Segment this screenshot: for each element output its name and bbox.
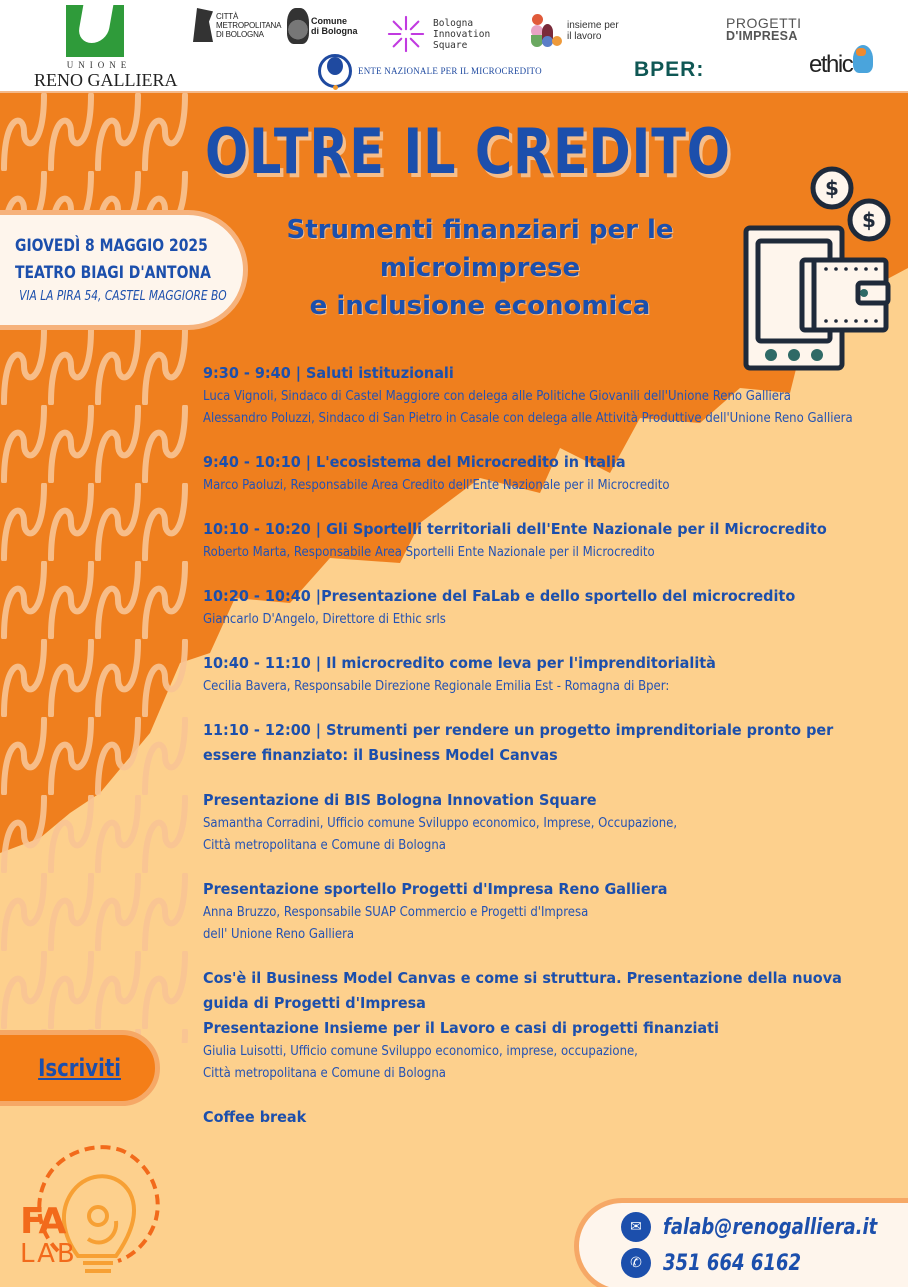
ente-ring-icon	[318, 54, 352, 88]
register-pill[interactable]	[0, 1030, 160, 1106]
agenda-item	[203, 877, 893, 946]
agenda-item-title: Presentazione di BIS Bologna Innovation Square	[203, 791, 597, 809]
agenda-item-title: Presentazione sportello Progetti d'Impresa Reno Galliera	[203, 880, 668, 898]
ethic-logo	[809, 45, 873, 77]
event-date: GIOVEDÌ 8 MAGGIO 2025	[15, 236, 208, 256]
email-link[interactable]: falab@renogalliera.it	[663, 1214, 878, 1240]
progetti-line-2: D'IMPRESA	[726, 29, 798, 43]
comune-line-1: Comune	[311, 16, 347, 26]
griffin-emblem-icon	[193, 8, 213, 42]
progetti-line-1: PROGETTI	[726, 15, 802, 31]
phone-icon: ✆	[621, 1248, 651, 1278]
event-info-pill	[0, 210, 248, 330]
phone-link[interactable]: 351 664 6162	[663, 1250, 802, 1276]
agenda-item-title: Coffee break	[203, 1108, 307, 1126]
agenda-item-speaker: Anna Bruzzo, Responsabile SUAP Commercio e Progetti d'Impresa	[203, 905, 589, 920]
agenda-item-speaker: Roberto Marta, Responsabile Area Sportelli Ente Nazionale per il Microcredito	[203, 545, 655, 560]
event-poster	[0, 93, 908, 1287]
mobile-wallet-illustration-icon	[740, 165, 900, 375]
agenda-item-speaker: Marco Paoluzi, Responsabile Area Credito dell'Ente Nazionale per il Microcredito	[203, 478, 670, 493]
subtitle-line-3: e inclusione economica	[309, 291, 651, 321]
coat-of-arms-icon	[287, 8, 309, 44]
insieme-line-1: insieme per	[567, 20, 619, 31]
agenda-item	[203, 361, 893, 430]
insieme-line-2: il lavoro	[567, 31, 602, 42]
event-title: OLTRE IL CREDITO	[205, 115, 731, 188]
bis-line-3: Square	[433, 39, 468, 51]
agenda-item-title: Presentazione Insieme per il Lavoro e casi di progetti finanziati	[203, 1019, 719, 1037]
agenda-item-title: 10:20 - 10:40 |Presentazione del FaLab e dello sportello del microcredito	[203, 587, 796, 605]
agenda-item	[203, 718, 893, 768]
citta-line-1: CITTÀ	[216, 11, 239, 21]
event-venue: TEATRO BIAGI D'ANTONA	[15, 263, 211, 283]
svg-text:$: $	[825, 176, 839, 200]
progetti-dimpresa-logo	[726, 17, 802, 43]
agenda-list	[203, 361, 893, 1150]
agenda-item	[203, 966, 893, 1085]
bologna-innovation-square-logo	[387, 15, 490, 53]
bis-line-2: Innovation	[433, 28, 491, 40]
event-address: VIA LA PIRA 54, CASTEL MAGGIORE BO	[19, 289, 227, 304]
subtitle-line-2: microimprese	[379, 253, 581, 283]
agenda-item-speaker: Giulia Luisotti, Ufficio comune Sviluppo economico, imprese, occupazione,	[203, 1044, 638, 1059]
agenda-item-title: 10:40 - 11:10 | Il microcredito come leva per l'imprenditorialità	[203, 654, 716, 672]
agenda-item-title: Cos'è il Business Model Canvas e come si struttura. Presentazione della nuova guida di Progetti d'Impresa	[203, 969, 842, 1012]
register-link[interactable]: Iscriviti	[38, 1054, 122, 1082]
agenda-item-speaker: Alessandro Poluzzi, Sindaco di San Pietro in Casale con delega alle Attività Produttive dell'Unione Reno Galliera	[203, 411, 853, 426]
agenda-item	[203, 450, 893, 497]
agenda-item-title: 11:10 - 12:00 | Strumenti per rendere un progetto imprenditoriale pronto per essere finanziato: il Business Model Canvas	[203, 721, 834, 764]
falab-lab-label: LAB	[20, 1239, 77, 1269]
falab-logo	[18, 1121, 178, 1281]
colored-dots-icon	[531, 14, 561, 48]
agenda-item-title: 9:40 - 10:10 | L'ecosistema del Microcredito in Italia	[203, 453, 626, 471]
comune-bologna-logo	[287, 8, 358, 44]
contact-pill	[574, 1198, 908, 1287]
agenda-item-title: 10:10 - 10:20 | Gli Sportelli territoriali dell'Ente Nazionale per il Microcredito	[203, 520, 827, 538]
agenda-item-speaker: dell' Unione Reno Galliera	[203, 927, 355, 942]
agenda-item-speaker: Luca Vignoli, Sindaco di Castel Maggiore con delega alle Politiche Giovanili dell'Unione Reno Galliera	[203, 389, 791, 404]
agenda-item	[203, 584, 893, 631]
agenda-item-speaker: Giancarlo D'Angelo, Direttore di Ethic srls	[203, 612, 446, 627]
reno-galliera-label: RENO GALLIERA	[34, 70, 178, 90]
email-row	[621, 1209, 908, 1245]
agenda-item	[203, 788, 893, 857]
ente-label: ENTE NAZIONALE PER IL MICROCREDITO	[358, 66, 542, 76]
citta-line-3: DI BOLOGNA	[216, 29, 264, 39]
agenda-item-speaker: Città metropolitana e Comune di Bologna	[203, 838, 446, 853]
bper-logo: BPER:	[634, 58, 705, 81]
agenda-item-speaker: Cecilia Bavera, Responsabile Direzione Regionale Emilia Est - Romagna di Bper:	[203, 679, 670, 694]
agenda-item	[203, 651, 893, 698]
ente-microcredito-logo	[318, 54, 542, 88]
starburst-icon	[387, 15, 425, 53]
agenda-item-title: 9:30 - 9:40 | Saluti istituzionali	[203, 364, 454, 382]
envelope-icon: ✉	[621, 1212, 651, 1242]
comune-line-2: di Bologna	[311, 26, 358, 36]
unione-u-icon	[66, 5, 124, 57]
svg-text:$: $	[862, 208, 876, 232]
subtitle-line-1: Strumenti finanziari per le	[286, 215, 674, 245]
agenda-item	[203, 517, 893, 564]
insieme-per-il-lavoro-logo	[531, 14, 619, 48]
bis-line-1: Bologna	[433, 17, 474, 29]
lightbulb-globe-icon	[853, 45, 873, 73]
partner-logo-bar	[0, 0, 908, 93]
ethic-label: ethic	[809, 51, 853, 78]
agenda-item-speaker: Samantha Corradini, Ufficio comune Sviluppo economico, Imprese, Occupazione,	[203, 816, 678, 831]
unione-label: UNIONE	[66, 60, 132, 70]
event-subtitle	[250, 211, 710, 325]
phone-row	[621, 1245, 908, 1281]
agenda-item-speaker: Città metropolitana e Comune di Bologna	[203, 1066, 446, 1081]
citta-line-2: METROPOLITANA	[216, 20, 282, 30]
citta-metropolitana-logo	[193, 8, 281, 42]
falab-fa-label: FA	[20, 1201, 65, 1242]
agenda-item	[203, 1105, 893, 1130]
